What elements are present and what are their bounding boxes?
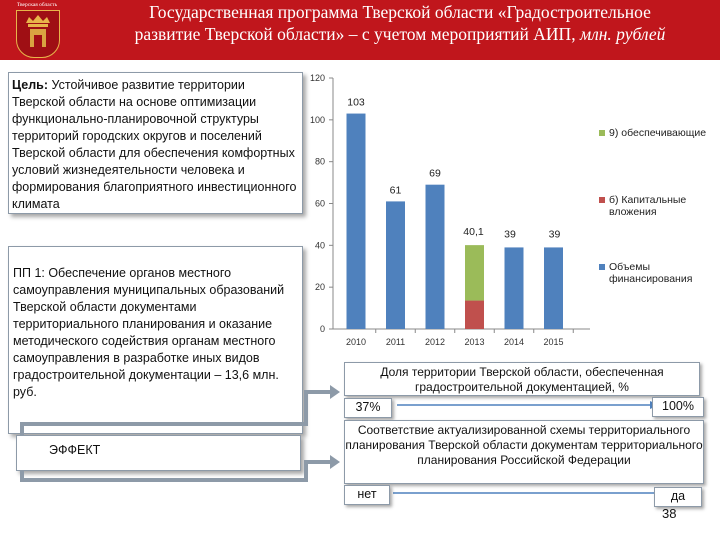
indicator-2-box [344,420,704,484]
y-tick-label: 120 [309,73,325,83]
y-tick-label: 0 [319,324,325,334]
legend-item: б) Капитальные вложения [609,194,687,218]
y-tick-label: 60 [314,198,325,209]
arrow-icon-effect-top [22,392,330,436]
y-tick-label: 80 [314,156,325,167]
data-label: 39 [504,228,516,241]
legend-swatch [599,130,605,136]
legend-swatch [599,197,605,203]
page-number: 38 [662,506,677,521]
legend-item: 9) обеспечивающие [609,127,707,139]
goal-text: Устойчивое развитие территории Тверской области на основе оптимизации функционально-планировочной структуры территорий городских округов и поселений Тверской области для обеспечения комфортных условий жизнедеятельности человека и формирования благоприятного инвестиционного климата [12,78,297,211]
bar-2013 [465,245,484,300]
x-tick-label: 2011 [385,337,406,347]
x-tick-label: 2015 [543,337,564,347]
x-tick-label: 2013 [464,337,485,347]
data-label: 40,1 [463,226,484,239]
chart-bars [347,114,564,329]
title-units: млн. рублей [579,24,666,44]
data-label: 69 [429,167,441,180]
bar-2015 [544,247,563,329]
indicator-1-text: Доля территории Тверской области, обеспеченная градостроительной документацией, % [380,365,664,394]
y-tick-label: 40 [314,240,325,251]
indicator-2-from: нет [344,485,390,505]
indicator-1-to: 100% [652,397,704,417]
data-label: 61 [389,184,402,197]
data-label: 39 [548,228,561,241]
data-label: 103 [347,96,365,109]
x-tick-label: 2012 [424,337,446,347]
indicator-2-text: Соответствие актуализированной схемы территориального планирования Тверской области документам территориального планирования Российской Федерации [345,423,703,467]
y-tick-label: 20 [314,282,325,293]
arrowhead-icon-bottom [330,455,340,469]
effect-label: ЭФФЕКТ [49,443,101,457]
arrowhead-icon-top [330,385,340,399]
goal-label: Цель: [12,78,49,92]
chart-labels [347,97,560,241]
y-tick-label: 100 [309,114,325,125]
legend-swatch [599,264,605,270]
x-tick-label: 2014 [503,337,525,347]
indicator-2-to: да [654,487,702,507]
emblem-label: Тверская область [16,2,58,8]
arrow-icon-effect-bottom [22,462,330,480]
bar-2014 [505,247,524,329]
bar-2011 [386,201,405,329]
title-line-1: Государственная программа Тверской области «Градостроительное [149,2,651,22]
indicator-1-from: 37% [344,398,392,418]
legend-item: Объемы финансирования [609,261,693,285]
subprogram-text: ПП 1: Обеспечение органов местного самоуправления муниципальных образований Тверской области документами территориального планирования и оказание методического содействия органам местного самоуправления в разработке иных видов градостроительной документации – 13,6 млн. руб. [13,266,285,399]
bar-2012 [426,185,445,329]
bar-2010 [347,114,366,329]
title-line-2-text: развитие Тверской области» – с учетом мероприятий АИП, [134,24,576,44]
x-tick-label: 2010 [345,337,367,347]
bar-2013 [465,301,484,329]
indicator-1-box [344,362,700,396]
